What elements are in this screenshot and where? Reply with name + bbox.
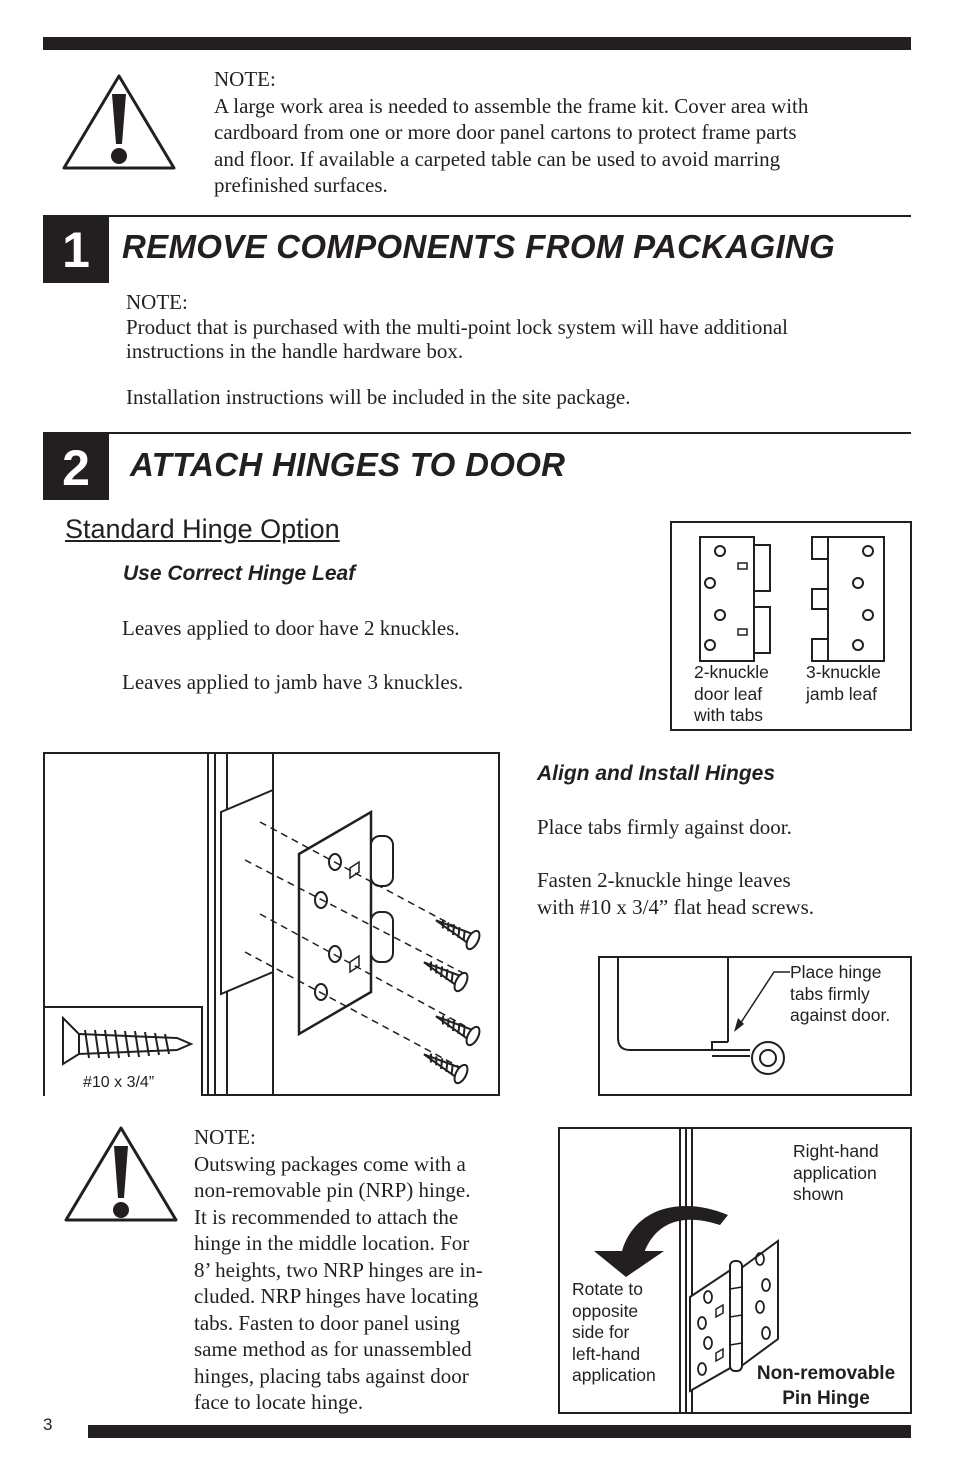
bottom-note <box>194 1124 539 1416</box>
note-line: hinges, placing tabs against door <box>194 1363 469 1388</box>
page-number: 3 <box>43 1415 53 1434</box>
step1-title: REMOVE COMPONENTS FROM PACKAGING <box>122 228 836 265</box>
note-line: same method as for unassembled <box>194 1337 472 1361</box>
hinge-leaf-heading: Use Correct Hinge Leaf <box>123 562 356 585</box>
caption-line: jamb leaf <box>806 683 878 704</box>
caption-line: shown <box>793 1184 844 1204</box>
note-line: Product that is purchased with the multi-point lock system will have additional <box>126 314 788 339</box>
two-knuckle-leaf-drawing <box>698 535 778 665</box>
step1-number: 1 <box>43 215 109 283</box>
screw-size-label: #10 x 3/4” <box>83 1074 155 1091</box>
nrp-hinge-diagram <box>558 1127 912 1414</box>
note-line: instructions in the handle hardware box. <box>126 339 464 363</box>
step2-rule <box>108 432 911 434</box>
fasten-line: Fasten 2-knuckle hinge leaves <box>537 868 791 892</box>
caption-line: left-hand <box>572 1343 641 1364</box>
warning-icon <box>60 72 178 172</box>
caption-line: 2-knuckle <box>694 662 769 682</box>
door-leaf-caption <box>694 662 769 727</box>
note-line: 8’ heights, two NRP hinges are in- <box>194 1257 483 1282</box>
rotate-caption <box>572 1279 656 1387</box>
note-line: tabs. Fasten to door panel using <box>194 1310 460 1335</box>
hinge-leaf-diagram <box>670 521 912 731</box>
caption-line: door leaf <box>694 683 763 704</box>
right-hand-caption <box>793 1141 879 1206</box>
label-line: Pin Hinge <box>782 1388 870 1409</box>
note-line: Outswing packages come with a <box>194 1151 466 1176</box>
note-label: NOTE: <box>194 1125 256 1149</box>
jamb-leaves-text: Leaves applied to jamb have 3 knuckles. <box>122 670 464 694</box>
bottom-rule-bar <box>88 1425 911 1438</box>
door-leaves-text: Leaves applied to door have 2 knuckles. <box>122 616 460 640</box>
caption-line: application <box>572 1365 656 1385</box>
caption-line: 3-knuckle <box>806 662 881 682</box>
tab-callout <box>790 962 890 1027</box>
align-install-heading: Align and Install Hinges <box>537 762 776 785</box>
step1-note <box>126 290 906 364</box>
place-tabs-text: Place tabs firmly against door. <box>537 815 792 839</box>
hinge-install-diagram <box>43 752 500 1096</box>
screw-icon <box>55 1014 195 1066</box>
note-line: and floor. If available a carpeted table can be used to avoid marring <box>214 146 781 171</box>
top-note <box>214 66 914 199</box>
label-line: Non-removable <box>756 1363 896 1384</box>
three-knuckle-leaf-drawing <box>810 535 890 665</box>
site-package-text: Installation instructions will be included in the site package. <box>126 385 631 409</box>
note-label: NOTE: <box>126 290 188 314</box>
caption-line: Rotate to <box>572 1279 644 1299</box>
note-label: NOTE: <box>214 67 276 91</box>
note-line: It is recommended to attach the <box>194 1204 459 1229</box>
callout-line: against door. <box>790 1005 891 1025</box>
warning-icon <box>62 1124 180 1224</box>
fasten-line: with #10 x 3/4” flat head screws. <box>537 894 815 919</box>
step2-title: ATTACH HINGES TO DOOR <box>130 446 566 483</box>
note-line: hinge in the middle location. For <box>194 1231 470 1255</box>
nrp-hinge-label <box>746 1361 906 1411</box>
step2-number: 2 <box>43 432 109 500</box>
caption-line: opposite <box>572 1300 639 1321</box>
caption-line: side for <box>572 1322 630 1342</box>
callout-line: Place hinge <box>790 962 882 982</box>
standard-hinge-heading: Standard Hinge Option <box>65 514 340 544</box>
note-line: A large work area is needed to assemble the frame kit. Cover area with <box>214 93 809 118</box>
caption-line: Right-hand <box>793 1141 879 1161</box>
note-line: prefinished surfaces. <box>214 173 388 197</box>
note-line: cluded. NRP hinges have locating <box>194 1284 479 1308</box>
note-line: cardboard from one or more door panel cartons to protect frame parts <box>214 120 797 144</box>
caption-line: with tabs <box>694 705 764 725</box>
step1-rule <box>108 215 911 217</box>
top-rule-bar <box>43 37 911 50</box>
tab-placement-diagram <box>598 956 912 1096</box>
jamb-leaf-caption <box>806 662 881 705</box>
note-line: face to locate hinge. <box>194 1390 364 1414</box>
note-line: non-removable pin (NRP) hinge. <box>194 1178 471 1202</box>
screw-size-inset <box>45 1006 203 1096</box>
fasten-text <box>537 867 814 920</box>
caption-line: application <box>793 1162 877 1183</box>
callout-line: tabs firmly <box>790 983 870 1004</box>
